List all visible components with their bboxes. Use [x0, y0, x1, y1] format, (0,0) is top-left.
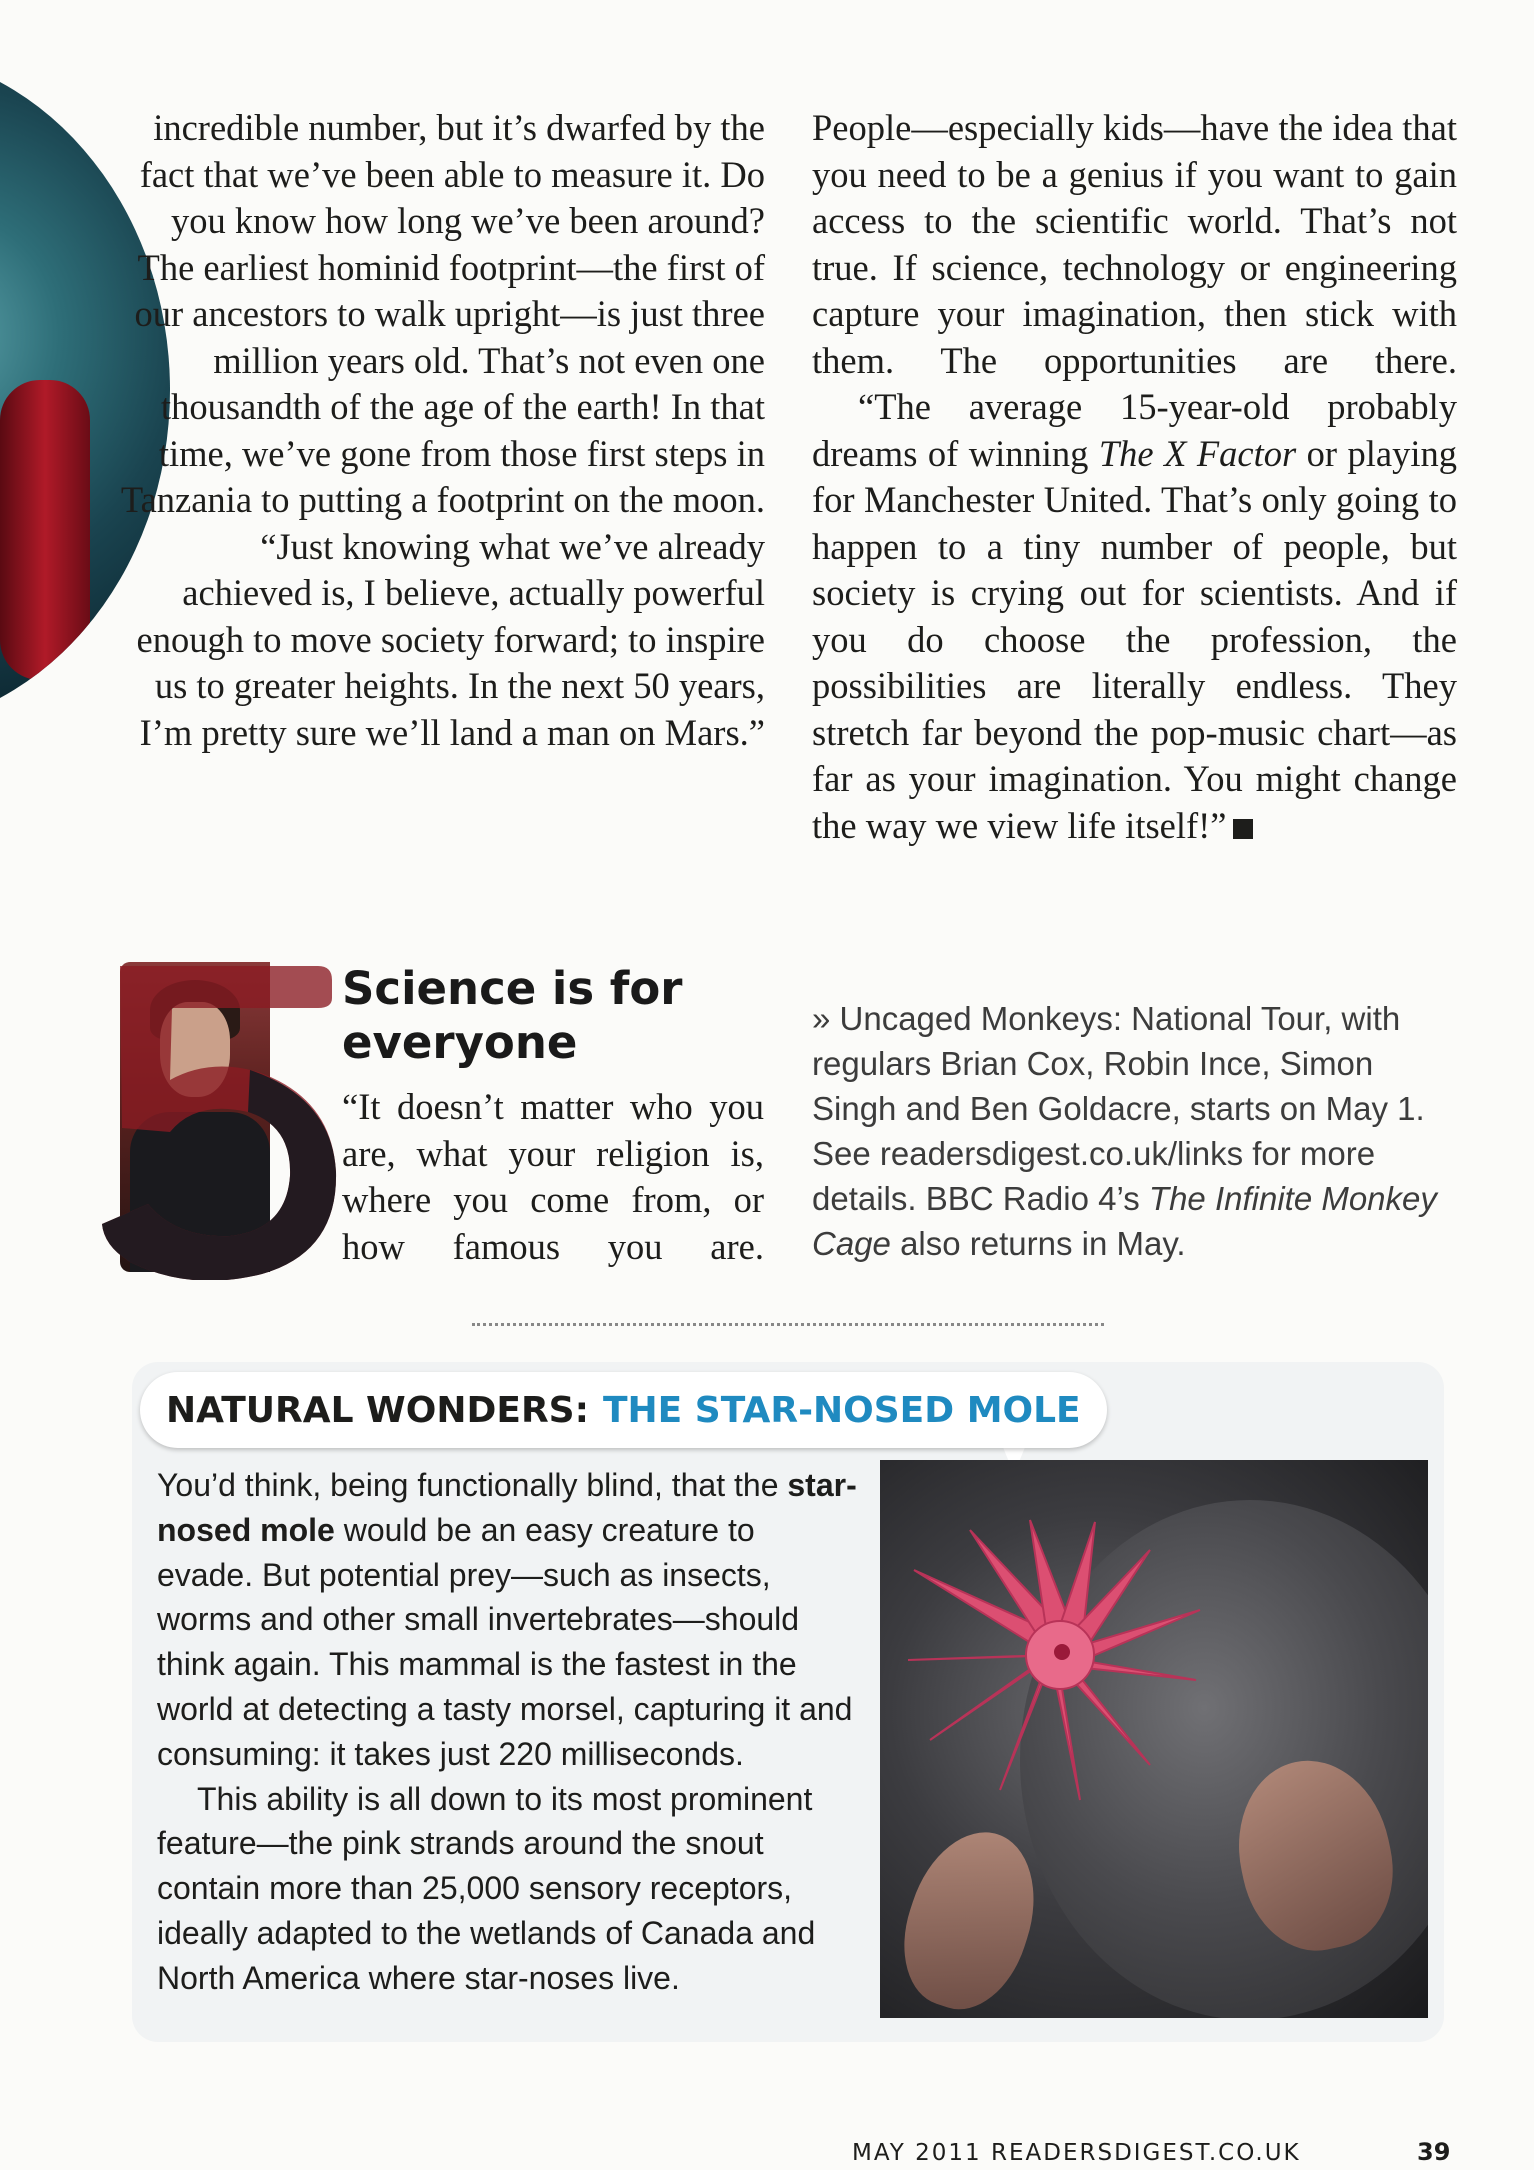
tour-promo-suffix: also returns in May.: [900, 1225, 1186, 1262]
star-nosed-mole-photo: [880, 1460, 1428, 2018]
section-5-quote: [342, 1084, 764, 1270]
number-5-graphic: [100, 962, 345, 1280]
natural-wonders-text: [157, 1463, 857, 2001]
article-left-paragraph-2: “Just knowing what we’ve already achieved is, I believe, actually powerful enough to move society forward; to inspire us to greater heights. In the next 50 years, I’m pretty sure we’ll land a man on Mars.”: [136, 525, 765, 753]
mole-p1-bold: star-nosed mole: [157, 1467, 857, 1548]
infinite-monkey-cage-title: The Infinite Monkey Cage: [812, 1180, 1437, 1262]
mole-p1-before: You’d think, being functionally blind, that the: [157, 1467, 779, 1503]
article-left-paragraph-1: incredible number, but it’s dwarfed by the fact that we’ve been able to measure it. Do you know how long we’ve been around? The earliest hominid footprint—the first of our ancestors to walk upright—is just three million years old. That’s not even one thousandth of the age of the earth! In that time, we’ve gone from those first steps in Tanzania to putting a footprint on the moon.: [120, 107, 765, 520]
planet-red-streak: [0, 380, 90, 680]
mole-left-claw: [885, 1816, 1055, 2018]
mole-paragraph-2: This ability is all down to its most prominent feature—the pink strands around the snout contain more than 25,000 sensory receptors, ideally adapted to the wetlands of Canada and North America where star-noses live.: [157, 1780, 816, 1996]
natural-wonders-label: NATURAL WONDERS:: [166, 1389, 589, 1431]
tour-promo-prefix: » Uncaged Monkeys: National Tour, with regulars Brian Cox, Robin Ince, Simon Singh and Ben Goldacre, starts on May 1. See readersdigest.co.uk/links for more details. BBC Radio 4’s: [812, 1000, 1425, 1217]
article-left-column: [115, 105, 765, 756]
section-5-quote-text: “It doesn’t matter who you are, what your religion is, where you come from, or how famous you are.: [342, 1086, 764, 1267]
article-right-text-a: “The average 15-year-old probably dreams of winning: [812, 386, 1457, 474]
footer-issue: MAY 2011 READERSDIGEST.CO.UK: [852, 2140, 1301, 2166]
article-right-paragraph-2: [812, 384, 1457, 849]
tour-promo-text: [812, 996, 1452, 1266]
end-mark-icon: [1233, 819, 1253, 839]
mole-p1-after: would be an easy creature to evade. But potential prey—such as insects, worms and other small invertebrates—should think again. This mammal is the fastest in the world at detecting a tasty morsel, capturing it and consuming: it takes just 220 milliseconds.: [157, 1511, 853, 1772]
x-factor-title: The X Factor: [1098, 432, 1297, 474]
section-5-graphic: [100, 962, 345, 1280]
natural-wonders-heading: [140, 1372, 1107, 1448]
star-nosed-mole-label: THE STAR-NOSED MOLE: [603, 1389, 1081, 1431]
section-5-title: Science is for everyone: [342, 962, 683, 1069]
article-right-column: [812, 105, 1457, 849]
article-right-text-b: or playing for Manchester United. That’s only going to happen to a tiny number of people, but society is crying out for scientists. And if you do choose the profession, the possibilities are literally endless. They stretch far beyond the pop-music chart—as far as your imagination. You might change the way we view life itself!”: [812, 432, 1458, 846]
tour-promo: [812, 996, 1452, 1266]
dotted-divider: [472, 1323, 1104, 1326]
mole-star-nose: [900, 1510, 1220, 1810]
article-right-paragraph-1: People—especially kids—have the idea that you need to be a genius if you want to gain access to the scientific world. That’s not true. If science, technology or engineering capture your imagination, then stick with them. The opportunities are there.: [812, 107, 1457, 381]
mole-paragraph-1: [157, 1463, 857, 1777]
page-number: 39: [1417, 2138, 1451, 2166]
